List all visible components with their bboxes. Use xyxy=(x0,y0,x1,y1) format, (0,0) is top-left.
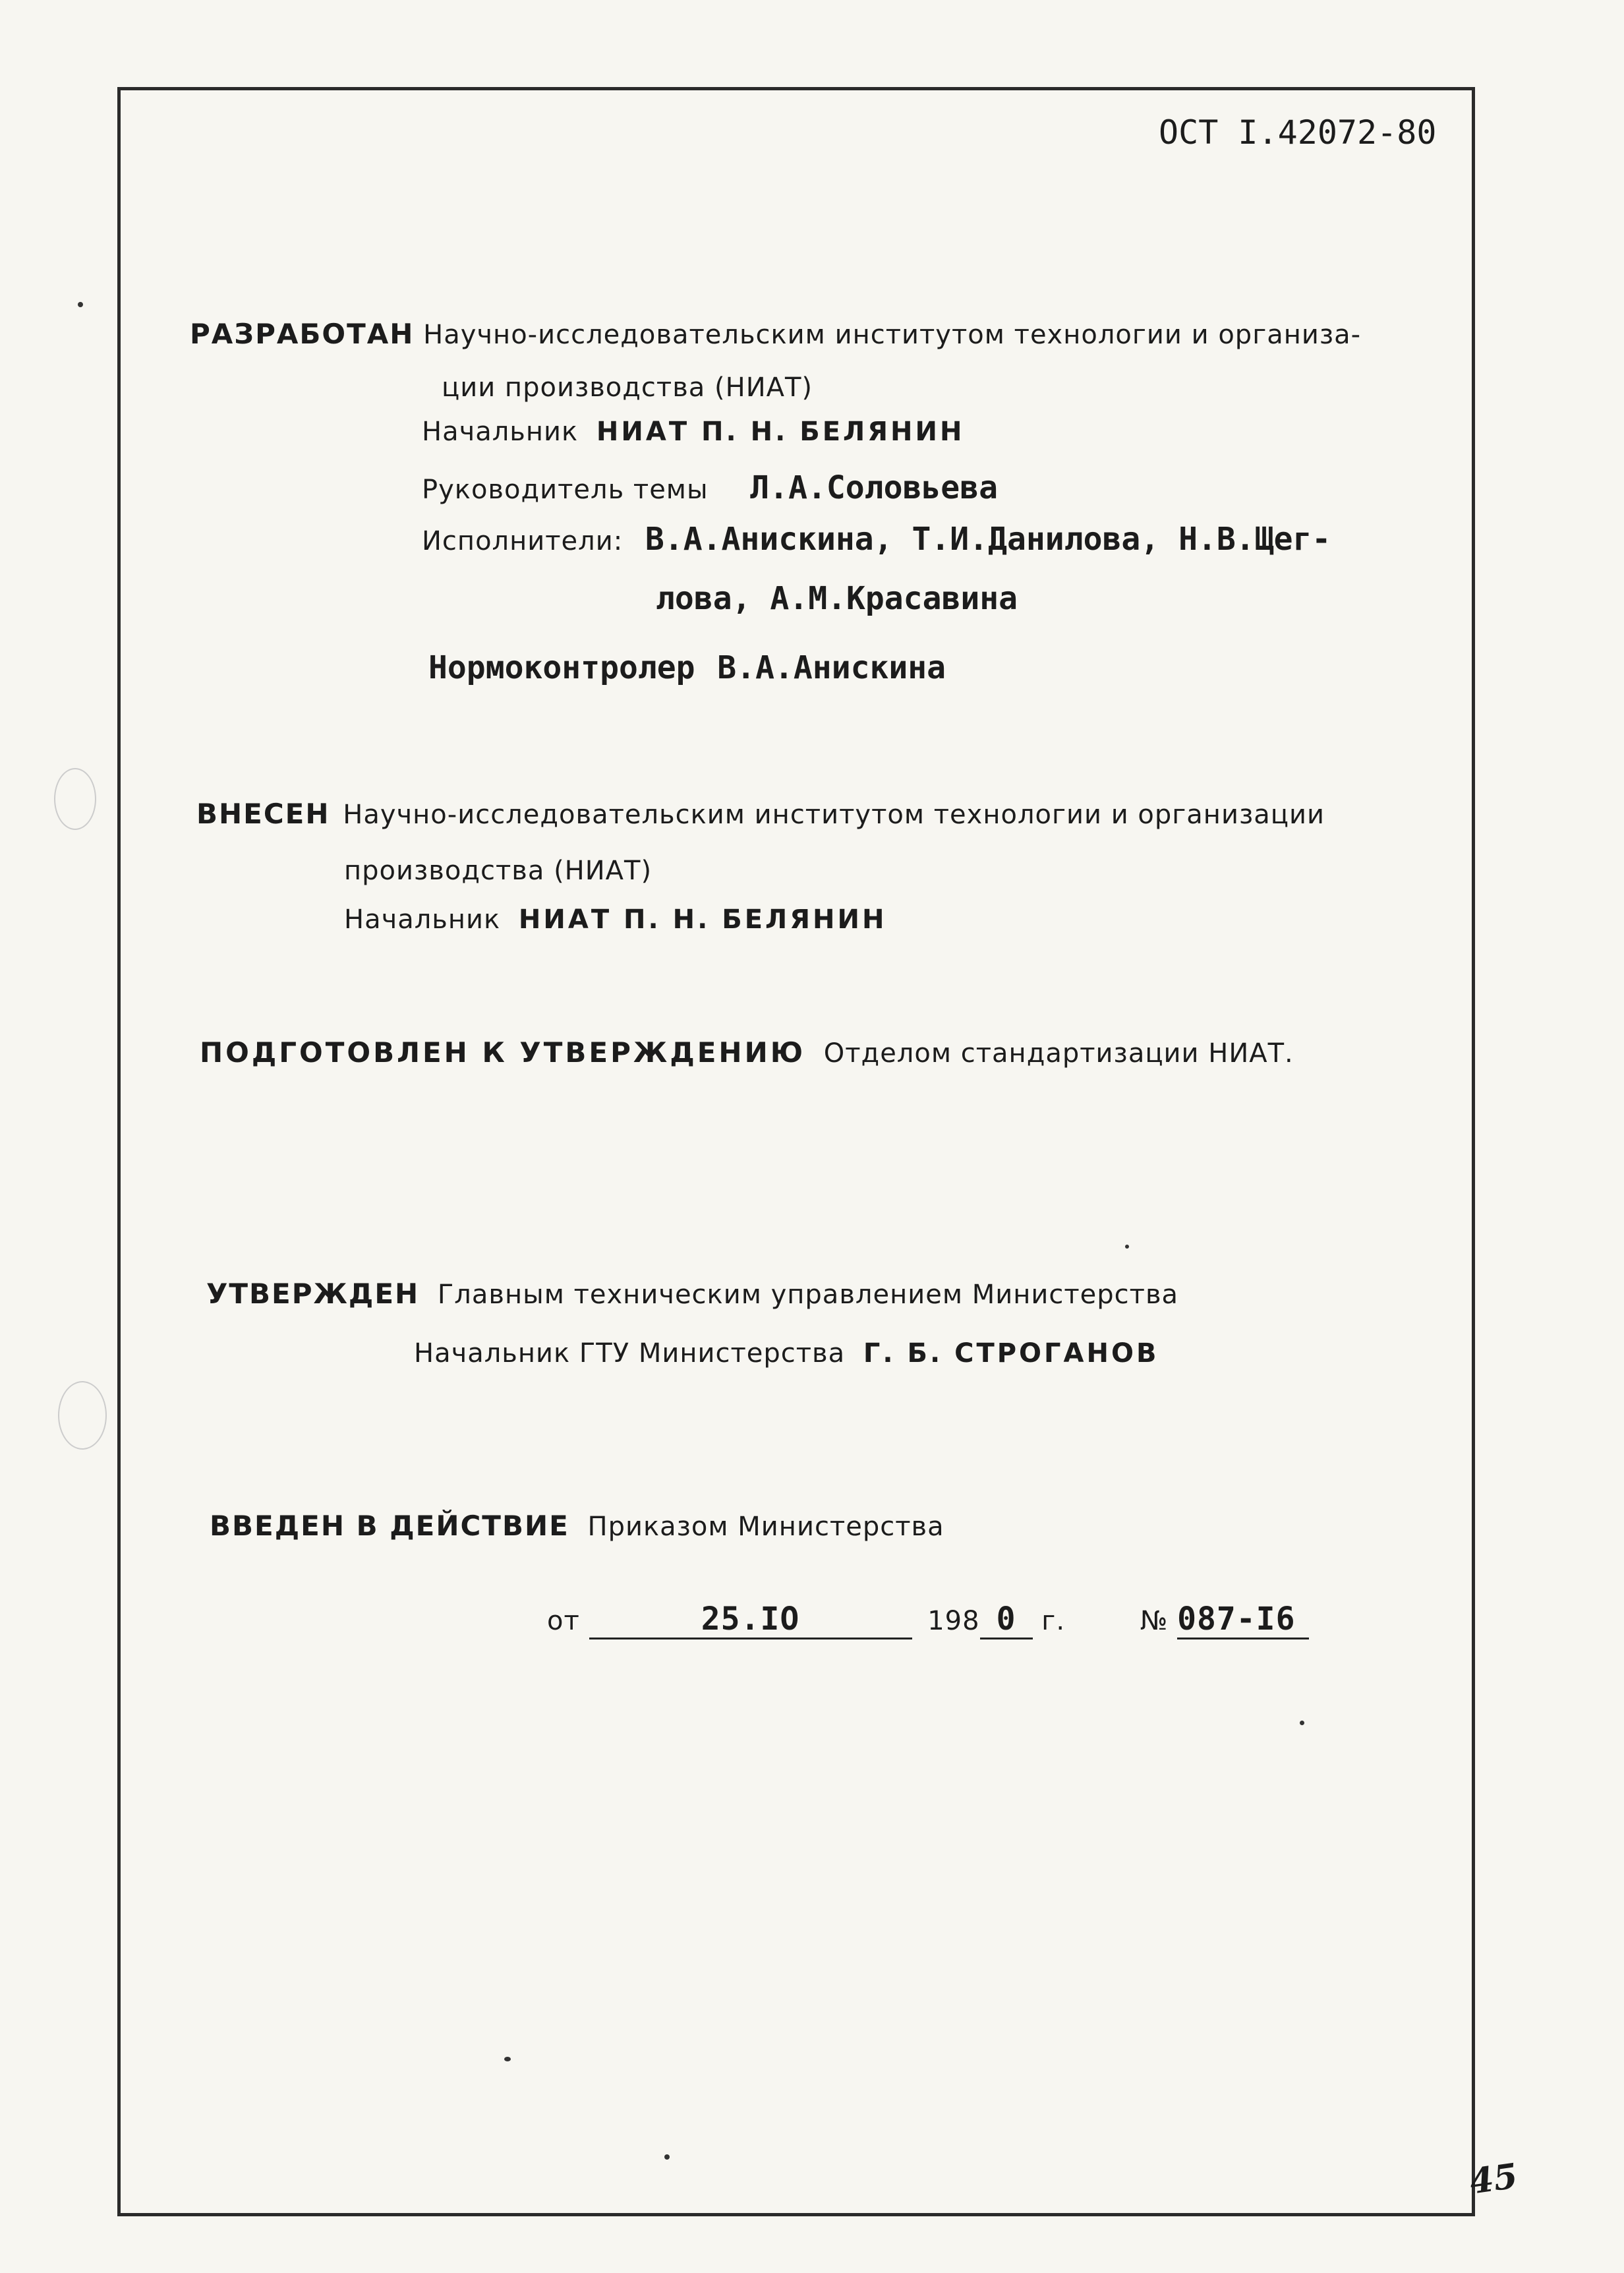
enacted-heading: ВВЕДЕН В ДЕЙСТВИЕ xyxy=(210,1510,569,1542)
enacted-year-suffix: г. xyxy=(1041,1606,1066,1636)
enacted-from-label: от xyxy=(547,1606,580,1636)
developed-head-label: Начальник xyxy=(422,417,579,447)
speck xyxy=(504,2057,511,2061)
developed-head xyxy=(422,417,965,447)
introduced-head-value: НИАТ П. Н. БЕЛЯНИН xyxy=(518,904,887,935)
enacted-date-field: 25.IO xyxy=(589,1601,912,1639)
enacted-date-line xyxy=(547,1601,1309,1639)
introduced-org-line2: производства (НИАТ) xyxy=(344,856,652,886)
developed-normcontrol-label: Нормоконтролер xyxy=(428,649,695,686)
enacted-year-field: 0 xyxy=(980,1601,1033,1639)
enacted-number-field: 087-I6 xyxy=(1177,1601,1309,1639)
section-prepared xyxy=(200,1036,1294,1069)
introduced-head-label: Начальник xyxy=(344,904,501,935)
introduced-line1 xyxy=(196,798,1325,830)
developed-executors-line1: В.А.Анискина, Т.И.Данилова, Н.В.Щег- xyxy=(645,521,1331,558)
approved-head-label: Начальник ГТУ Министерства xyxy=(414,1338,846,1369)
developed-org-line1: Научно-исследовательским институтом технологии и организа- xyxy=(423,320,1362,350)
punch-hole-top xyxy=(54,768,96,830)
approved-heading: УТВЕРЖДЕН xyxy=(206,1278,420,1310)
introduced-heading: ВНЕСЕН xyxy=(196,798,330,830)
enacted-number-label: № xyxy=(1140,1606,1169,1636)
developed-normcontrol xyxy=(428,649,946,686)
developed-normcontrol-value: В.А.Анискина xyxy=(717,649,946,686)
enacted-text: Приказом Министерства xyxy=(587,1512,944,1542)
developed-heading: РАЗРАБОТАН xyxy=(190,318,415,350)
developed-head-value: НИАТ П. Н. БЕЛЯНИН xyxy=(596,417,965,447)
speck xyxy=(664,2154,670,2160)
developed-leader-label: Руководитель темы xyxy=(422,475,709,505)
speck xyxy=(1300,1721,1304,1725)
punch-hole-bottom xyxy=(58,1381,107,1450)
enacted-year-prefix: 198 xyxy=(927,1606,980,1636)
developed-org-line2: ции производства (НИАТ) xyxy=(442,372,813,403)
developed-line1 xyxy=(190,318,1361,350)
developed-leader-value: Л.А.Соловьева xyxy=(750,469,998,506)
approved-text: Главным техническим управлением Министерства xyxy=(437,1280,1179,1310)
introduced-org-line1: Научно-исследовательским институтом технологии и организации xyxy=(343,800,1325,830)
page-number: 45 xyxy=(1467,2156,1521,2202)
approved-line1 xyxy=(206,1278,1178,1310)
approved-head-value: Г. Б. СТРОГАНОВ xyxy=(863,1338,1159,1369)
developed-executors-label: Исполнители: xyxy=(422,526,624,556)
introduced-head xyxy=(344,904,887,935)
approved-head xyxy=(414,1338,1159,1369)
developed-executors xyxy=(422,521,1331,558)
doc-code: ОСТ I.42072-80 xyxy=(1159,113,1437,152)
prepared-heading: ПОДГОТОВЛЕН К УТВЕРЖДЕНИЮ xyxy=(200,1036,806,1069)
document-border xyxy=(117,87,1475,2216)
developed-leader xyxy=(422,469,998,506)
prepared-text: Отделом стандартизации НИАТ. xyxy=(823,1038,1294,1069)
enacted-line1 xyxy=(210,1510,944,1542)
developed-executors-line2: лова, А.М.Красавина xyxy=(656,580,1018,617)
speck xyxy=(78,302,83,307)
speck xyxy=(1125,1245,1129,1249)
